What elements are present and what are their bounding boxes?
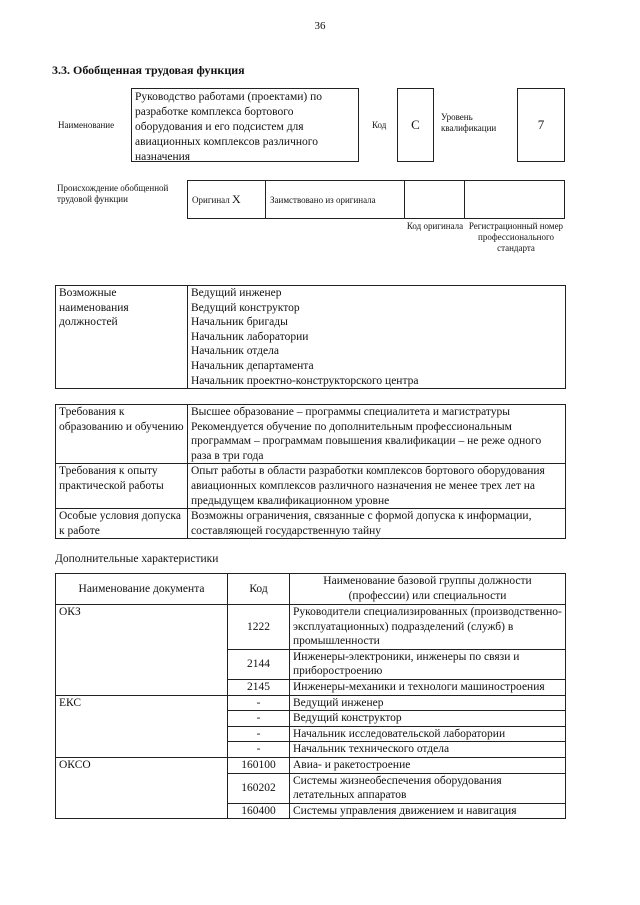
- position-item: Начальник бригады: [191, 316, 288, 329]
- code-label: Код: [372, 120, 387, 130]
- reg-caption: Регистрационный номер профессионального стандарта: [468, 221, 564, 253]
- additional-header-row: [56, 574, 566, 605]
- requirement-label: Требования к образованию и обучению: [56, 405, 188, 464]
- requirement-label: Требования к опыту практической работы: [56, 464, 188, 509]
- position-item: Начальник отдела: [191, 345, 279, 358]
- borrowed-cell: Заимствовано из оригинала: [266, 181, 405, 219]
- requirement-value: Высшее образование – программы специалитета и магистратуры Рекомендуется обучение по дополнительным профессиональным программам – программам повышения квалификации – не реже одного раза в три года: [188, 405, 566, 464]
- row-code: -: [228, 726, 290, 742]
- additional-table: [55, 573, 566, 819]
- doc-eks: ЕКС: [56, 695, 228, 757]
- requirement-row: [56, 464, 566, 509]
- row-code: 160100: [228, 757, 290, 773]
- row-code: 160202: [228, 773, 290, 803]
- origin-reg-cell: [465, 181, 565, 219]
- position-item: Начальник проектно-конструкторского центра: [191, 374, 419, 387]
- row-name: Руководители специализированных (производственно- эксплуатационных) подразделений (служб) в промышленности: [290, 605, 566, 650]
- row-name: Авиа- и ракетостроение: [290, 757, 566, 773]
- row-name: Начальник технического отдела: [290, 742, 566, 758]
- row-code: -: [228, 711, 290, 727]
- row-name: Системы управления движением и навигация: [290, 803, 566, 819]
- requirement-row: [56, 405, 566, 464]
- positions-label: Возможные наименования должностей: [56, 286, 188, 389]
- row-name: Инженеры-электроники, инженеры по связи и приборостроению: [290, 649, 566, 679]
- doc-okso: ОКСО: [56, 757, 228, 818]
- function-name: Руководство работами (проектами) по разработке комплекса бортового оборудования и его подсистем для авиационных комплексов различного назначения: [131, 88, 359, 162]
- row-code: 2144: [228, 649, 290, 679]
- origin-table: [187, 180, 565, 219]
- row-code: -: [228, 695, 290, 711]
- row-name: Ведущий инженер: [290, 695, 566, 711]
- row-name: Начальник исследовательской лаборатории: [290, 726, 566, 742]
- table-row: [56, 757, 566, 773]
- row-name: Инженеры-механики и технологи машиностроения: [290, 679, 566, 695]
- header-doc: Наименование документа: [56, 574, 228, 605]
- position-item: Начальник департамента: [191, 359, 314, 372]
- position-item: Ведущий инженер: [191, 287, 282, 299]
- doc-okz: ОКЗ: [56, 605, 228, 696]
- name-label: Наименование: [58, 120, 115, 130]
- origin-code-cell: [405, 181, 465, 219]
- original-label: Оригинал: [192, 195, 230, 205]
- requirement-label: Особые условия допуска к работе: [56, 509, 188, 539]
- requirements-table: [55, 404, 566, 539]
- row-code: 160400: [228, 803, 290, 819]
- origin-label: Происхождение обобщенной трудовой функции: [57, 183, 169, 204]
- code-caption: Код оригинала: [406, 221, 464, 231]
- positions-table: [55, 285, 566, 389]
- original-mark: X: [231, 192, 241, 206]
- header-name: Наименование базовой группы должности (профессии) или специальности: [290, 574, 566, 605]
- row-code: 2145: [228, 679, 290, 695]
- qualification-level: 7: [517, 88, 565, 162]
- function-code: C: [397, 88, 434, 162]
- requirement-value: Опыт работы в области разработки комплексов бортового оборудования авиационных комплексов различного назначения не менее трех лет на предыдущем квалификационном уровне: [188, 464, 566, 509]
- position-item: Начальник лаборатории: [191, 330, 309, 343]
- requirement-row: [56, 509, 566, 539]
- row-code: -: [228, 742, 290, 758]
- table-row: [56, 605, 566, 650]
- row-code: 1222: [228, 605, 290, 650]
- page-number: 36: [314, 20, 326, 32]
- section-title: 3.3. Обобщенная трудовая функция: [52, 63, 245, 77]
- row-name: Системы жизнеобеспечения оборудования летательных аппаратов: [290, 773, 566, 803]
- positions-list: [188, 286, 566, 389]
- origin-original-cell: [188, 181, 266, 219]
- additional-title: Дополнительные характеристики: [55, 553, 219, 565]
- requirement-value: Возможны ограничения, связанные с формой допуска к информации, составляющей государственную тайну: [188, 509, 566, 539]
- header-code: Код: [228, 574, 290, 605]
- row-name: Ведущий конструктор: [290, 711, 566, 727]
- position-item: Ведущий конструктор: [191, 301, 300, 314]
- table-row: [56, 695, 566, 711]
- level-label: Уровень квалификации: [441, 112, 497, 133]
